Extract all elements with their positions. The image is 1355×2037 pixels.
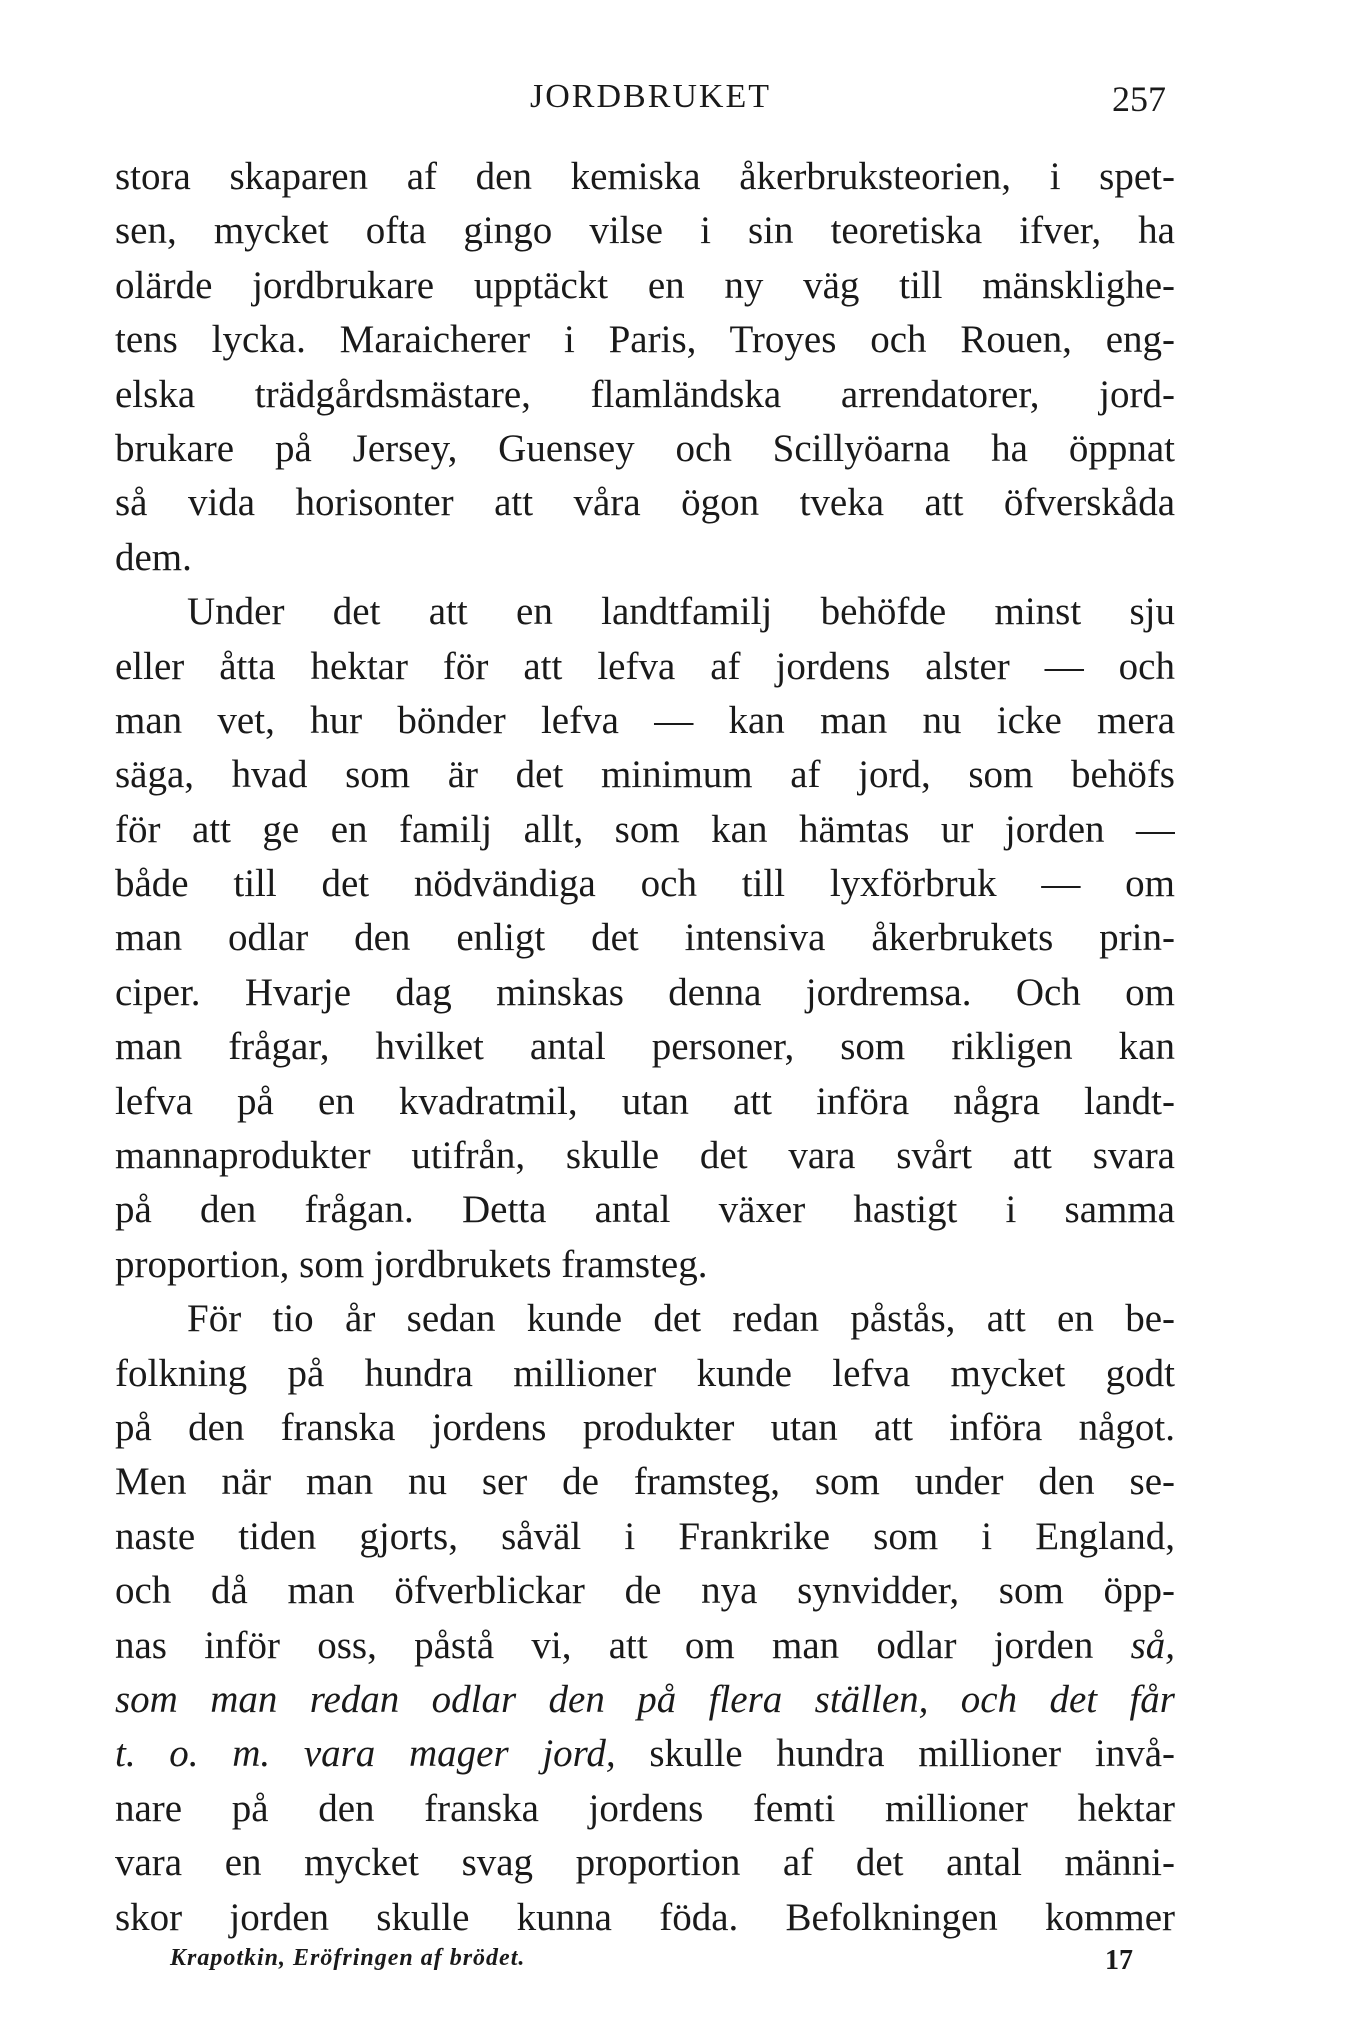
footer <box>0 1945 1355 1985</box>
text-line: stora skaparen af den kemiska åkerbruksteorien, i spet- <box>115 155 1175 198</box>
text-line: Under det att en landtfamilj behöfde minst sju <box>187 590 1175 634</box>
text-segment: skulle hundra millioner invå- <box>649 1732 1175 1776</box>
text-line: folkning på hundra millioner kunde lefva mycket godt <box>115 1351 1175 1395</box>
text-line: För tio år sedan kunde det redan påstås, att en be- <box>187 1297 1175 1341</box>
text-segment: nas inför oss, påstå vi, att om man odlar jorden <box>115 1623 1094 1667</box>
text-line: dem. <box>115 535 192 579</box>
text-line: man vet, hur bönder lefva — kan man nu icke mera <box>115 698 1175 742</box>
text-line: så vida horisonter att våra ögon tveka att öfverskåda <box>115 481 1175 525</box>
text-line: på den frågan. Detta antal växer hastigt i samma <box>115 1188 1175 1232</box>
signature-mark: 17 <box>1105 1945 1133 1976</box>
text-line: på den franska jordens produkter utan att införa något. <box>115 1405 1175 1449</box>
text-line: tens lycka. Maraicherer i Paris, Troyes och Rouen, eng- <box>115 318 1175 362</box>
emphasis-text: som man redan odlar den på flera ställen, och det får <box>115 1677 1175 1721</box>
text-line <box>115 1673 1175 1727</box>
emphasis-text: t. o. m. vara mager jord, <box>115 1732 616 1776</box>
page-number: 257 <box>1112 79 1166 119</box>
text-line: brukare på Jersey, Guensey och Scillyöarna ha öppnat <box>115 426 1175 470</box>
text-line: säga, hvad som är det minimum af jord, som behöfs <box>115 753 1175 797</box>
body-text <box>115 150 1175 1945</box>
text-line: mannaprodukter utifrån, skulle det vara svårt att svara <box>115 1134 1175 1178</box>
text-line: eller åtta hektar för att lefva af jordens alster — och <box>115 644 1175 688</box>
running-head <box>0 78 1355 128</box>
text-line: nare på den franska jordens femti millioner hektar <box>115 1786 1175 1830</box>
text-line <box>115 1727 1175 1781</box>
text-line: skor jorden skulle kunna föda. Befolkningen kommer <box>115 1895 1175 1939</box>
text-line: vara en mycket svag proportion af det antal männi- <box>115 1841 1175 1885</box>
text-line: naste tiden gjorts, såväl i Frankrike som i England, <box>115 1514 1175 1558</box>
printer-signature: Krapotkin, Eröfringen af brödet. <box>170 1945 526 1971</box>
text-line: ciper. Hvarje dag minskas denna jordremsa. Och om <box>115 970 1175 1014</box>
text-line: och då man öfverblickar de nya synvidder, som öpp- <box>115 1569 1175 1613</box>
running-title: JORDBRUKET <box>530 78 772 115</box>
text-line: sen, mycket ofta gingo vilse i sin teoretiska ifver, ha <box>115 209 1175 253</box>
text-line: proportion, som jordbrukets framsteg. <box>115 1242 708 1286</box>
text-line: elska trädgårdsmästare, flamländska arrendatorer, jord- <box>115 372 1175 416</box>
text-line: man odlar den enligt det intensiva åkerbrukets prin- <box>115 916 1175 960</box>
text-line: både till det nödvändiga och till lyxförbruk — om <box>115 862 1175 906</box>
text-line: man frågar, hvilket antal personer, som rikligen kan <box>115 1025 1175 1069</box>
text-line: Men när man nu ser de framsteg, som under den se- <box>115 1460 1175 1504</box>
text-line: för att ge en familj allt, som kan hämtas ur jorden — <box>115 807 1175 851</box>
text-line: lefva på en kvadratmil, utan att införa några landt- <box>115 1079 1175 1123</box>
text-line <box>115 1619 1175 1673</box>
emphasis-text: så, <box>1130 1623 1175 1667</box>
text-line: olärde jordbrukare upptäckt en ny väg till mänsklighe- <box>115 263 1175 307</box>
